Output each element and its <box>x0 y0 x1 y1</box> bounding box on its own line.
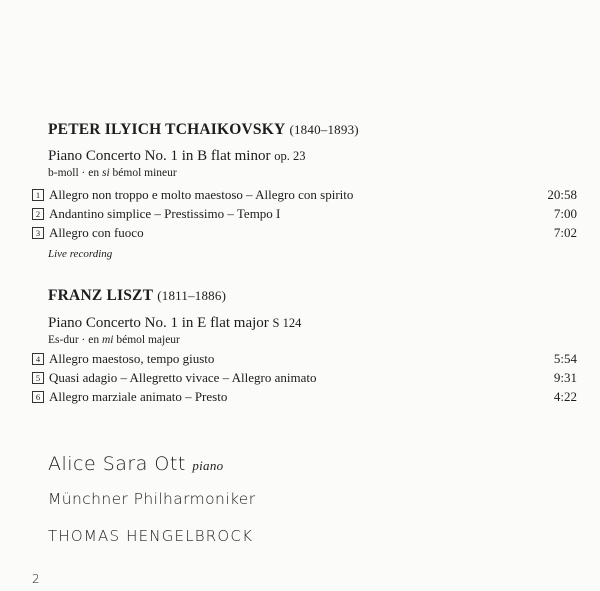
subtitle-italic: si <box>101 167 110 179</box>
track-number-box: 2 <box>32 208 44 220</box>
subtitle-text: b-moll · en <box>48 167 102 179</box>
work-catalogue: op. 23 <box>274 149 306 163</box>
track-title: Andantino simplice – Prestissimo – Tempo I <box>49 206 281 221</box>
subtitle-text: Es-dur · en <box>48 334 102 346</box>
track-title: Allegro con fuoco <box>49 225 144 240</box>
track-number-box: 6 <box>32 391 44 403</box>
track-row <box>32 351 577 369</box>
composer-heading-liszt <box>48 287 226 305</box>
track-number-box: 5 <box>32 372 44 384</box>
subtitle-text-end: bémol majeur <box>113 334 180 346</box>
subtitle-italic: mi <box>101 334 114 346</box>
track-number-box: 1 <box>32 189 44 201</box>
orchestra-name: Münchner Philharmoniker <box>48 490 256 508</box>
track-duration: 9:31 <box>553 370 577 385</box>
composer-dates: (1811–1886) <box>157 288 227 303</box>
track-row <box>32 225 577 243</box>
conductor-name: THOMAS HENGELBROCK <box>48 527 254 545</box>
composer-heading-tchaikovsky <box>48 121 359 139</box>
track-title: Allegro non troppo e molto maestoso – Allegro con spirito <box>49 187 354 202</box>
track-duration: 5:54 <box>553 351 577 366</box>
track-number-box: 3 <box>32 227 44 239</box>
composer-name: FRANZ LISZT <box>48 287 154 304</box>
composer-dates: (1840–1893) <box>289 122 359 137</box>
work-title: Piano Concerto No. 1 in B flat minor <box>48 148 271 164</box>
work-title: Piano Concerto No. 1 in E flat major <box>48 315 269 331</box>
recording-note: Live recording <box>48 248 113 260</box>
soloist-role: piano <box>192 458 224 473</box>
track-duration: 7:02 <box>553 225 577 240</box>
composer-name: PETER ILYICH TCHAIKOVSKY <box>48 121 286 138</box>
page-number: 2 <box>32 572 40 586</box>
track-title: Allegro maestoso, tempo giusto <box>49 351 215 366</box>
track-duration: 20:58 <box>547 187 577 202</box>
track-title: Allegro marziale animato – Presto <box>49 389 228 404</box>
track-row <box>32 370 577 388</box>
soloist-name: Alice Sara Ott <box>48 453 186 475</box>
track-duration: 7:00 <box>553 206 577 221</box>
track-number-box: 4 <box>32 353 44 365</box>
work-catalogue: S 124 <box>272 316 302 330</box>
track-duration: 4:22 <box>553 389 577 404</box>
track-title: Quasi adagio – Allegretto vivace – Allegro animato <box>49 370 317 385</box>
track-row <box>32 187 577 205</box>
soloist-line <box>48 453 223 475</box>
track-row <box>32 206 577 224</box>
work-title-liszt <box>48 315 301 332</box>
track-row <box>32 389 577 407</box>
subtitle-text-end: bémol mineur <box>109 167 177 179</box>
work-subtitle-tchaikovsky <box>48 167 177 179</box>
work-title-tchaikovsky <box>48 148 305 165</box>
work-subtitle-liszt <box>48 334 180 346</box>
